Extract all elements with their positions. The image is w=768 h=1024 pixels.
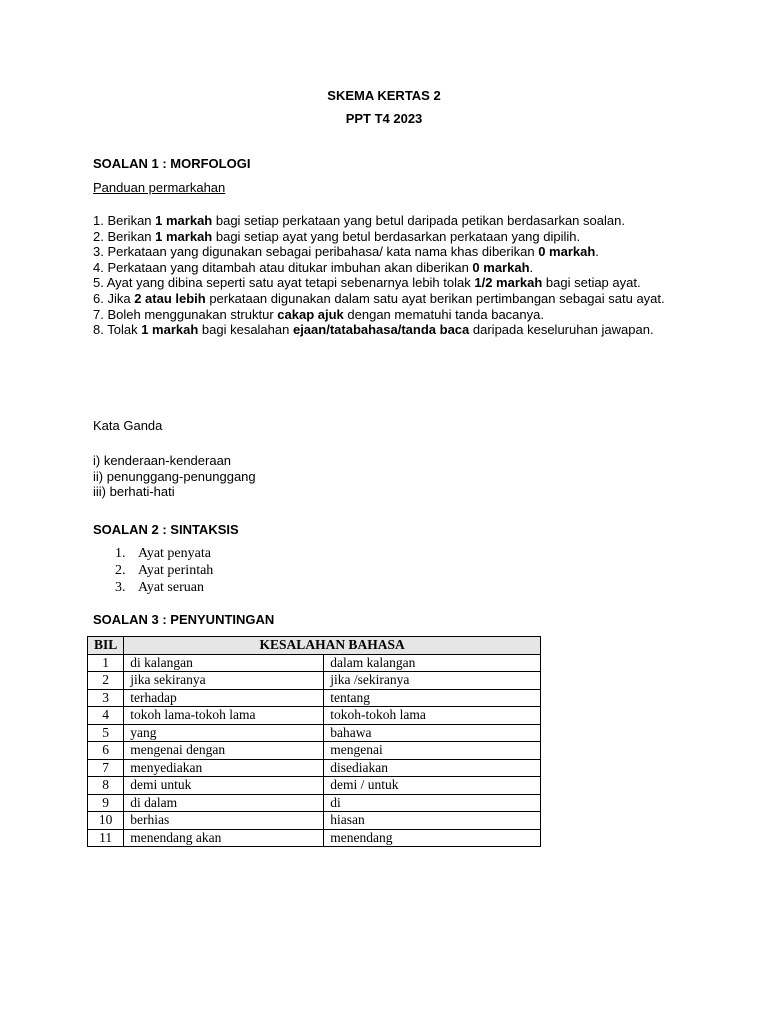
answer-line: ii) penunggang-penunggang bbox=[93, 468, 256, 484]
marking-rule: 8. Tolak 1 markah bagi kesalahan ejaan/tatabahasa/tanda baca daripada keseluruhan jawapan. bbox=[93, 322, 654, 338]
bil-cell: 7 bbox=[88, 759, 124, 777]
bil-cell: 9 bbox=[88, 794, 124, 812]
pembetulan-cell: mengenai bbox=[324, 742, 541, 760]
bil-cell: 3 bbox=[88, 689, 124, 707]
list-item: 3. Ayat seruan bbox=[115, 579, 204, 595]
kesalahan-cell: jika sekiranya bbox=[124, 672, 324, 690]
bil-cell: 1 bbox=[88, 654, 124, 672]
document-title: SKEMA KERTAS 2 bbox=[327, 88, 441, 103]
list-item: 1. Ayat penyata bbox=[115, 546, 211, 561]
kata-ganda-answers bbox=[93, 453, 256, 500]
kesalahan-cell: mengenai dengan bbox=[124, 742, 324, 760]
pembetulan-cell: di bbox=[324, 794, 541, 812]
list-item: 2. Ayat perintah bbox=[115, 562, 214, 578]
answer-line: iii) berhati-hati bbox=[93, 484, 175, 500]
kesalahan-cell: berhias bbox=[124, 812, 324, 830]
marking-rule: 3. Perkataan yang digunakan sebagai peribahasa/ kata nama khas diberikan 0 markah. bbox=[93, 244, 599, 260]
table-row bbox=[88, 724, 541, 742]
marking-rule: 5. Ayat yang dibina seperti satu ayat tetapi sebenarnya lebih tolak 1/2 markah bagi setiap ayat. bbox=[93, 275, 641, 291]
bil-cell: 11 bbox=[88, 829, 124, 847]
answer-line: i) kenderaan-kenderaan bbox=[93, 453, 232, 468]
kesalahan-cell: di kalangan bbox=[124, 654, 324, 672]
soalan1-heading: SOALAN 1 : MORFOLOGI bbox=[93, 156, 251, 171]
pembetulan-cell: bahawa bbox=[324, 724, 541, 742]
bil-cell: 8 bbox=[88, 777, 124, 795]
kesalahan-cell: menyediakan bbox=[124, 759, 324, 777]
soalan3-heading: SOALAN 3 : PENYUNTINGAN bbox=[93, 612, 275, 627]
table-header-row bbox=[88, 637, 541, 655]
table-row bbox=[88, 707, 541, 725]
bil-cell: 5 bbox=[88, 724, 124, 742]
pembetulan-cell: tokoh-tokoh lama bbox=[324, 707, 541, 725]
col-bil-header: BIL bbox=[88, 637, 124, 655]
col-kesalahan-header: KESALAHAN BAHASA bbox=[124, 637, 541, 655]
table-row bbox=[88, 829, 541, 847]
pembetulan-cell: jika /sekiranya bbox=[324, 672, 541, 690]
kesalahan-cell: yang bbox=[124, 724, 324, 742]
kesalahan-cell: terhadap bbox=[124, 689, 324, 707]
bil-cell: 6 bbox=[88, 742, 124, 760]
marking-rule: 6. Jika 2 atau lebih perkataan digunakan dalam satu ayat berikan pertimbangan sebagai satu ayat. bbox=[93, 290, 665, 306]
marking-guide bbox=[93, 213, 674, 338]
bil-cell: 4 bbox=[88, 707, 124, 725]
bil-cell: 10 bbox=[88, 812, 124, 830]
marking-rule: 7. Boleh menggunakan struktur cakap ajuk dengan mematuhi tanda bacanya. bbox=[93, 306, 544, 322]
bil-cell: 2 bbox=[88, 672, 124, 690]
table-row bbox=[88, 689, 541, 707]
kata-ganda-label: Kata Ganda bbox=[93, 418, 163, 433]
marking-rule: 2. Berikan 1 markah bagi setiap ayat yang betul berdasarkan perkataan yang dipilih. bbox=[93, 228, 581, 244]
table-row bbox=[88, 742, 541, 760]
pembetulan-cell: tentang bbox=[324, 689, 541, 707]
kesalahan-cell: tokoh lama-tokoh lama bbox=[124, 707, 324, 725]
document-subtitle: PPT T4 2023 bbox=[345, 111, 423, 126]
sintaksis-list bbox=[115, 546, 213, 596]
pembetulan-cell: dalam kalangan bbox=[324, 654, 541, 672]
marking-rule: 1. Berikan 1 markah bagi setiap perkataan yang betul daripada petikan berdasarkan soalan. bbox=[93, 213, 625, 228]
kesalahan-cell: di dalam bbox=[124, 794, 324, 812]
table-row bbox=[88, 759, 541, 777]
soalan2-heading: SOALAN 2 : SINTAKSIS bbox=[93, 522, 239, 537]
table-row bbox=[88, 794, 541, 812]
marking-rule: 4. Perkataan yang ditambah atau ditukar imbuhan akan diberikan 0 markah. bbox=[93, 259, 534, 275]
table-row bbox=[88, 672, 541, 690]
pembetulan-cell: demi / untuk bbox=[324, 777, 541, 795]
pembetulan-cell: hiasan bbox=[324, 812, 541, 830]
pembetulan-cell: disediakan bbox=[324, 759, 541, 777]
panduan-heading: Panduan permarkahan bbox=[93, 180, 226, 195]
table-row bbox=[88, 777, 541, 795]
table-row bbox=[88, 654, 541, 672]
pembetulan-cell: menendang bbox=[324, 829, 541, 847]
kesalahan-cell: demi untuk bbox=[124, 777, 324, 795]
table-row bbox=[88, 812, 541, 830]
kesalahan-cell: menendang akan bbox=[124, 829, 324, 847]
kesalahan-bahasa-table bbox=[87, 636, 541, 847]
